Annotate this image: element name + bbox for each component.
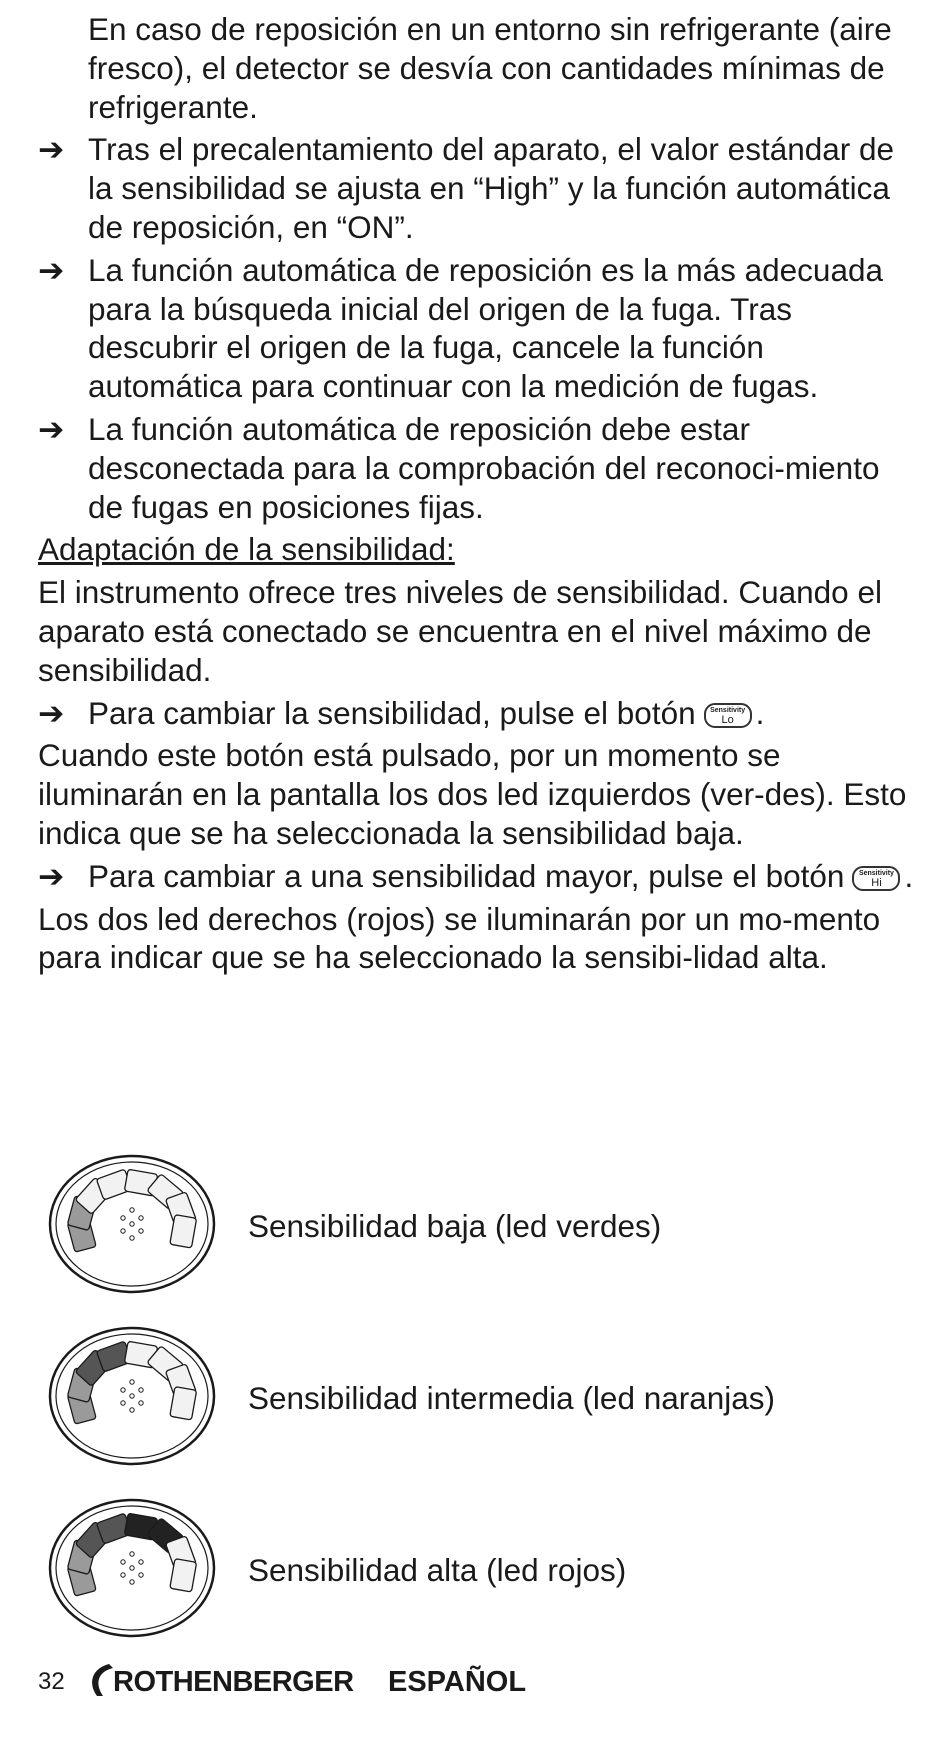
level-medium-label: Sensibilidad intermedia (led naranjas) [248, 1380, 776, 1416]
level-high-label: Sensibilidad alta (led rojos) [248, 1552, 627, 1588]
bullet-preheat-text: Tras el precalentamiento del aparato, el valor estándar de la sensibilidad se ajusta en “High” y la función automática de reposición, en “ON”. [88, 131, 895, 245]
bullet-auto-reset-off-text: La función automática de reposición debe estar desconectada para la comprobación del reconoci-miento de fugas en posiciones fijas. [88, 410, 880, 525]
arrow-icon: ➔ [38, 251, 65, 288]
bullet-change-sensitivity: ➔ Para cambiar la sensibilidad, pulse el botón Sensitivity Lo . [38, 694, 765, 731]
section-heading: Adaptación de la sensibilidad: [38, 531, 455, 568]
level-high [38, 1494, 918, 1666]
brand-name: ROTHENBERGER [113, 1666, 354, 1698]
bullet-auto-reset-off [38, 410, 918, 526]
level-low-label: Sensibilidad baja (led verdes) [248, 1208, 662, 1244]
bullet-auto-reset-text: La función automática de reposición es la más adecuada para la búsqueda inicial del origen de la fuga. Tras descubrir el origen de la fuga, cancele la función automática para continuar con la medición de fugas. [88, 251, 884, 405]
sensitivity-level-list [38, 1150, 918, 1666]
rothenberger-logo-icon [83, 1662, 117, 1698]
bullet-higher-sensitivity: ➔ Para cambiar a una sensibilidad mayor, pulse el botón Sensitivity Hi . [38, 857, 914, 894]
bullet-change-sensitivity-text: Para cambiar la sensibilidad, pulse el botón [88, 694, 696, 731]
paragraph-high-sensitivity: Los dos led derechos (rojos) se iluminarán por un mo-mento para indicar que se ha seleccionado la sensibi-lidad alta. [38, 900, 881, 976]
paragraph-low-sensitivity: Cuando este botón está pulsado, por un momento se iluminarán en la pantalla los dos led izquierdos (ver-des). Esto indica que se ha seleccionada la sensibilidad baja. [38, 737, 907, 851]
bullet-auto-reset [38, 251, 918, 406]
level-low [38, 1150, 918, 1322]
led-display-low-icon [48, 1150, 228, 1300]
level-medium [38, 1322, 918, 1494]
led-display-high-icon [48, 1494, 228, 1644]
bullet-preheat [38, 130, 918, 246]
arrow-icon: ➔ [38, 410, 65, 447]
sensitivity-lo-button-icon: Sensitivity Lo [704, 703, 752, 728]
language-label: ESPAÑOL [388, 1666, 527, 1698]
arrow-icon: ➔ [38, 131, 65, 168]
paragraph-sensitivity-levels: El instrumento ofrece tres niveles de sensibilidad. Cuando el aparato está conectado se encuentra en el nivel máximo de sensibilidad. [38, 574, 882, 688]
led-segment [170, 1387, 197, 1420]
led-segment [170, 1215, 197, 1248]
paragraph-reset-info: En caso de reposición en un entorno sin refrigerante (aire fresco), el detector se desvía con cantidades mínimas de refrigerante. [88, 11, 892, 125]
bullet-higher-sensitivity-text: Para cambiar a una sensibilidad mayor, pulse el botón [88, 857, 845, 894]
sensitivity-hi-button-icon: Sensitivity Hi [852, 866, 900, 891]
led-segment [170, 1559, 197, 1592]
led-display-medium-icon [48, 1322, 228, 1472]
arrow-icon: ➔ [38, 857, 65, 894]
page-number: 32 [38, 1668, 65, 1695]
body-text [38, 10, 918, 981]
page-footer [38, 1660, 918, 1700]
arrow-icon: ➔ [38, 694, 65, 731]
